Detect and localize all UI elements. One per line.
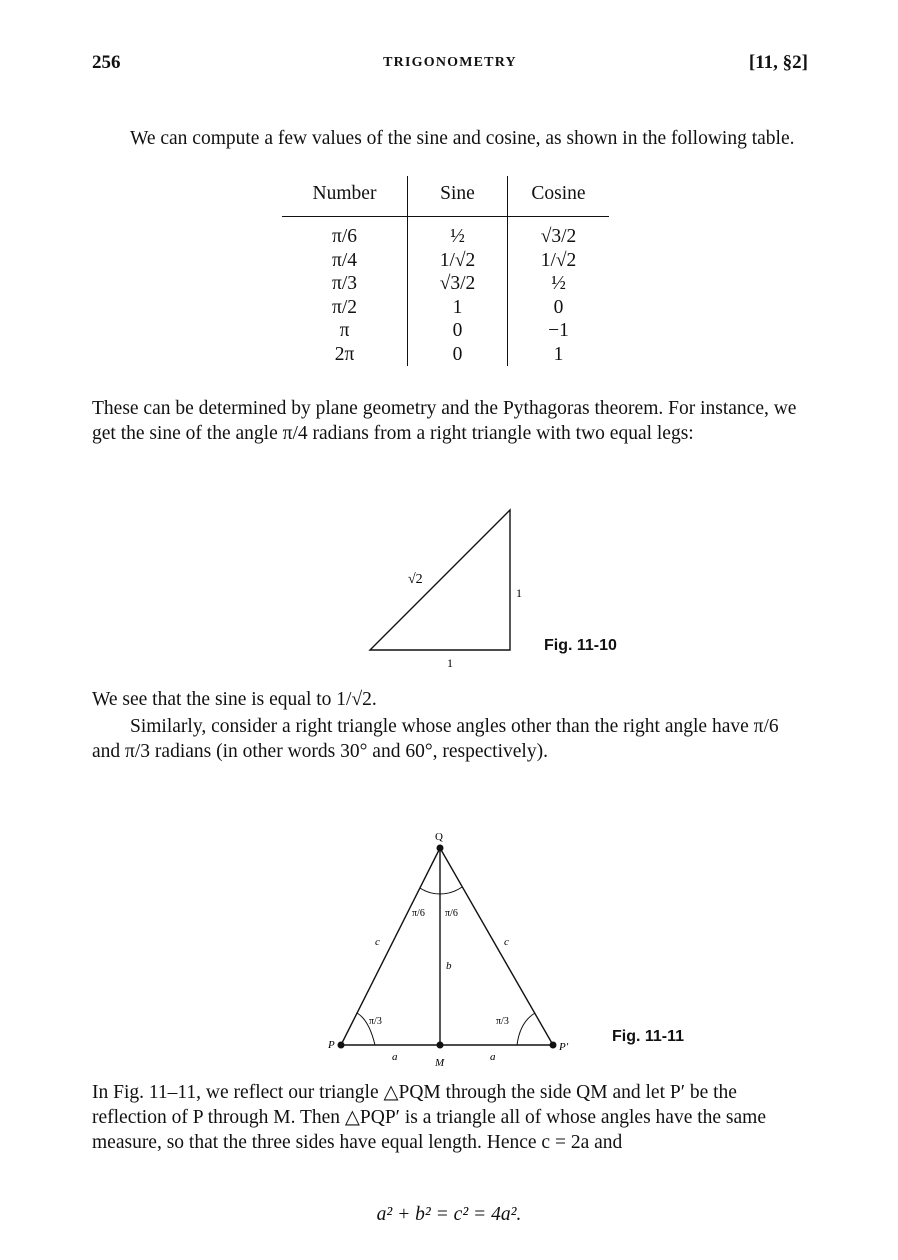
table-cell: √3/2 bbox=[408, 272, 508, 296]
figure-11-10 bbox=[360, 505, 530, 670]
label-angle-top-right: π/6 bbox=[445, 908, 458, 919]
side-qp bbox=[341, 848, 440, 1045]
label-c-right: c bbox=[504, 936, 509, 948]
label-p: P bbox=[328, 1039, 335, 1051]
table-row bbox=[282, 249, 609, 273]
point-p bbox=[338, 1042, 345, 1049]
table-header-row bbox=[282, 176, 609, 217]
table-cell: 1/√2 bbox=[408, 249, 508, 273]
table-row bbox=[282, 296, 609, 320]
table-row bbox=[282, 272, 609, 296]
angle-arc-top-right bbox=[440, 887, 462, 894]
column-header-sine: Sine bbox=[408, 176, 508, 217]
angle-arc-right bbox=[517, 1013, 535, 1045]
table-cell: π/3 bbox=[331, 273, 357, 295]
running-title: TRIGONOMETRY bbox=[383, 55, 517, 70]
sine-cosine-table bbox=[282, 176, 609, 366]
page-number: 256 bbox=[92, 52, 121, 73]
reflection-paragraph: In Fig. 11–11, we reflect our triangle △PQM through the side QM and let P′ be the reflection of P through M. Then △PQP′ is a triangle all of whose angles have the same measure, so that the three sides have equal length. Hence c = 2a and bbox=[92, 1082, 766, 1153]
table-cell: 1/√2 bbox=[508, 249, 610, 273]
table-cell: 2π bbox=[334, 343, 355, 365]
figure-11-11-caption: Fig. 11-11 bbox=[612, 1028, 685, 1045]
column-header-number: Number bbox=[282, 176, 408, 217]
hypotenuse-label: √2 bbox=[408, 572, 423, 587]
table-cell: ½ bbox=[508, 272, 610, 296]
table-cell: ½ bbox=[408, 225, 508, 249]
table-cell: 1 bbox=[508, 343, 610, 367]
label-c-left: c bbox=[375, 936, 380, 948]
table-cell: 0 bbox=[408, 343, 508, 367]
table-cell: −1 bbox=[508, 319, 610, 343]
table-row bbox=[282, 343, 609, 367]
final-equation: a² + b² = c² = 4a². bbox=[376, 1204, 522, 1225]
table-row bbox=[282, 225, 609, 249]
label-angle-left: π/3 bbox=[369, 1016, 382, 1027]
point-m bbox=[437, 1042, 444, 1049]
label-angle-top-left: π/6 bbox=[412, 908, 425, 919]
table-cell: √3/2 bbox=[508, 225, 610, 249]
table-cell: 0 bbox=[408, 319, 508, 343]
point-q bbox=[437, 845, 444, 852]
table-cell: π/6 bbox=[331, 226, 357, 248]
point-pprime bbox=[550, 1042, 557, 1049]
thirty-sixty-paragraph: Similarly, consider a right triangle whose angles other than the right angle have π/6 and π/3 radians (in other words 30° and 60°, respectively). bbox=[92, 716, 779, 762]
page-header bbox=[92, 52, 808, 76]
label-b: b bbox=[446, 960, 452, 972]
table-row bbox=[282, 319, 609, 343]
angle-arc-top-left bbox=[420, 888, 440, 894]
sine-result-paragraph: We see that the sine is equal to 1/√2. bbox=[92, 689, 377, 710]
label-angle-right: π/3 bbox=[496, 1016, 509, 1027]
table-cell: π bbox=[339, 320, 350, 342]
horizontal-leg-label: 1 bbox=[447, 656, 453, 670]
intro-paragraph: We can compute a few values of the sine and cosine, as shown in the following table. bbox=[130, 128, 795, 149]
figure-11-10-caption: Fig. 11-10 bbox=[544, 637, 617, 654]
right-isoceles-triangle bbox=[370, 510, 510, 650]
vertical-leg-label: 1 bbox=[516, 586, 522, 600]
section-reference: [11, §2] bbox=[748, 52, 808, 73]
table-cell: 1 bbox=[408, 296, 508, 320]
table-cell: 0 bbox=[508, 296, 610, 320]
column-header-cosine: Cosine bbox=[508, 176, 610, 217]
table-cell: π/4 bbox=[331, 249, 357, 271]
figure-11-11 bbox=[300, 820, 600, 1069]
table-cell: π/2 bbox=[331, 296, 357, 318]
pythagoras-paragraph: These can be determined by plane geometry and the Pythagoras theorem. For instance, we get the sine of the angle π/4 radians from a right triangle with two equal legs: bbox=[92, 398, 797, 444]
label-a-left: a bbox=[392, 1051, 398, 1063]
label-q: Q bbox=[435, 831, 443, 843]
label-a-right: a bbox=[490, 1051, 496, 1063]
label-m: M bbox=[435, 1057, 445, 1069]
label-pprime: P′ bbox=[559, 1041, 569, 1053]
